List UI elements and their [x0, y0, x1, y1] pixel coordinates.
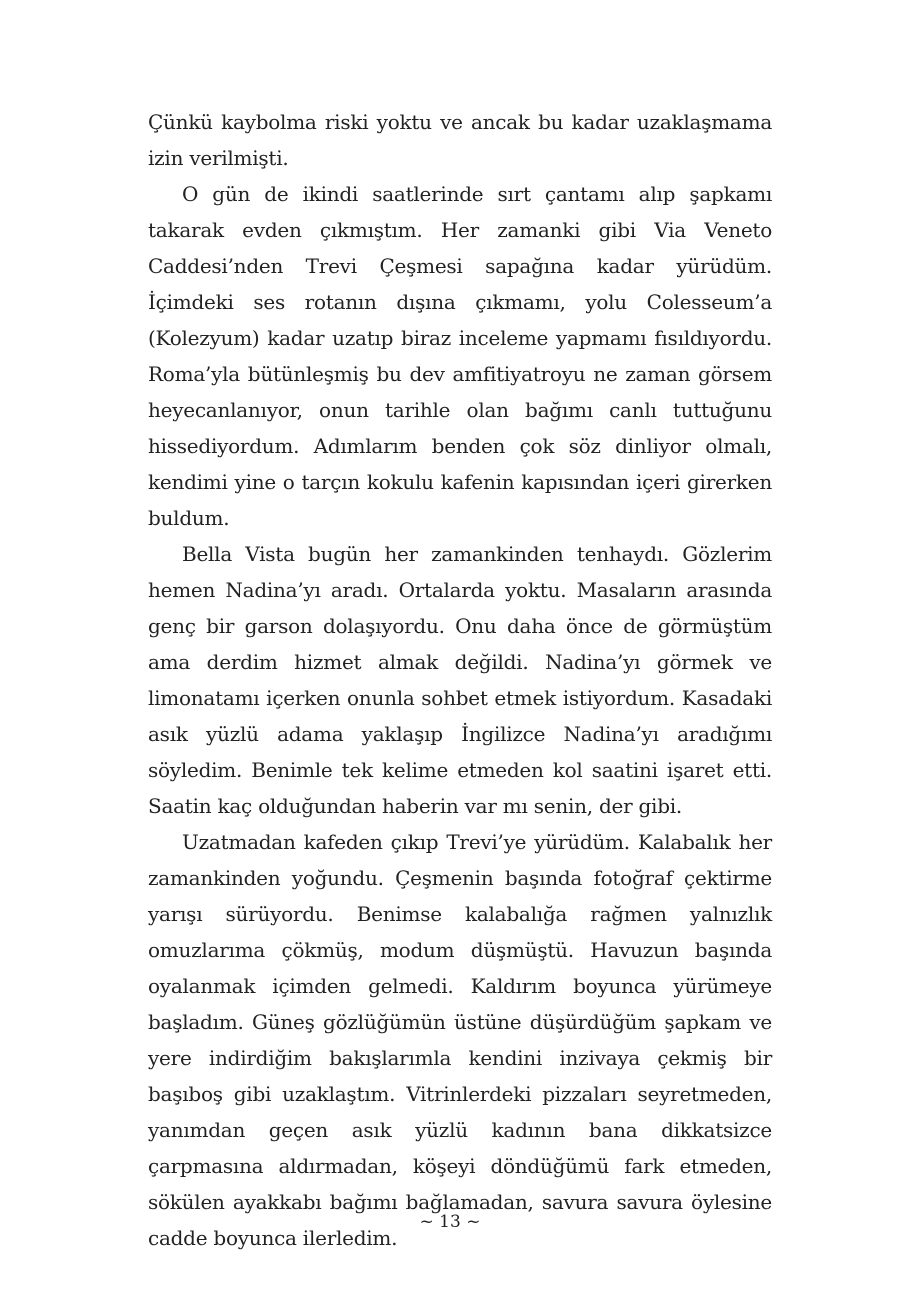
page-number: ~ 13 ~: [419, 1212, 481, 1232]
paragraph-4: Uzatmadan kafeden çıkıp Trevi’ye yürüdüm. Kalabalık her zamankinden yoğundu. Çeşmenin başında fotoğraf çektirme yarışı sürüyordu. Benimse kalabalığa rağmen yalnızlık omuzlarıma çökmüş, modum düşmüştü. Havuzun başında oyalanmak içimden gelmedi. Kaldırım boyunca yürümeye başladım. Güneş gözlüğümün üstüne düşürdüğüm şapkam ve yere indirdiğim bakışlarımla kendini inzivaya çekmiş bir başıboş gibi uzaklaştım. Vitrinlerdeki pizzaları seyretmeden, yanımdan geçen asık yüzlü kadının bana dikkatsizce çarpmasına aldırmadan, köşeyi döndüğümü fark etmeden, sökülen ayakkabı bağımı bağlamadan, savura savura öylesine cadde boyunca ilerledim.: [148, 830, 772, 1250]
paragraph-1: Çünkü kaybolma riski yoktu ve ancak bu kadar uzaklaşmama izin verilmişti.: [148, 110, 772, 170]
paragraph-2: O gün de ikindi saatlerinde sırt çantamı alıp şapkamı takarak evden çıkmıştım. Her zamanki gibi Via Veneto Caddesi’nden Trevi Çeşmesi sapağına kadar yürüdüm. İçimdeki ses rotanın dışına çıkmamı, yolu Colesseum’a (Kolezyum) kadar uzatıp biraz inceleme yapmamı fısıldıyordu. Roma’yla bütünleşmiş bu dev amfitiyatroyu ne zaman görsem heyecanlanıyor, onun tarihle olan bağımı canlı tuttuğunu hissediyordum. Adımlarım benden çok söz dinliyor olmalı, kendimi yine o tarçın kokulu kafenin kapısından içeri girerken buldum.: [148, 182, 772, 530]
page-body: [148, 104, 772, 1256]
paragraph-3: Bella Vista bugün her zamankinden tenhaydı. Gözlerim hemen Nadina’yı aradı. Ortalarda yoktu. Masaların arasında genç bir garson dolaşıyordu. Onu daha önce de görmüştüm ama derdim hizmet almak değildi. Nadina’yı görmek ve limonatamı içerken onunla sohbet etmek istiyordum. Kasadaki asık yüzlü adama yaklaşıp İngilizce Nadina’yı aradığımı söyledim. Benimle tek kelime etmeden kol saatini işaret etti. Saatin kaç olduğundan haberin var mı senin, der gibi.: [148, 542, 772, 818]
